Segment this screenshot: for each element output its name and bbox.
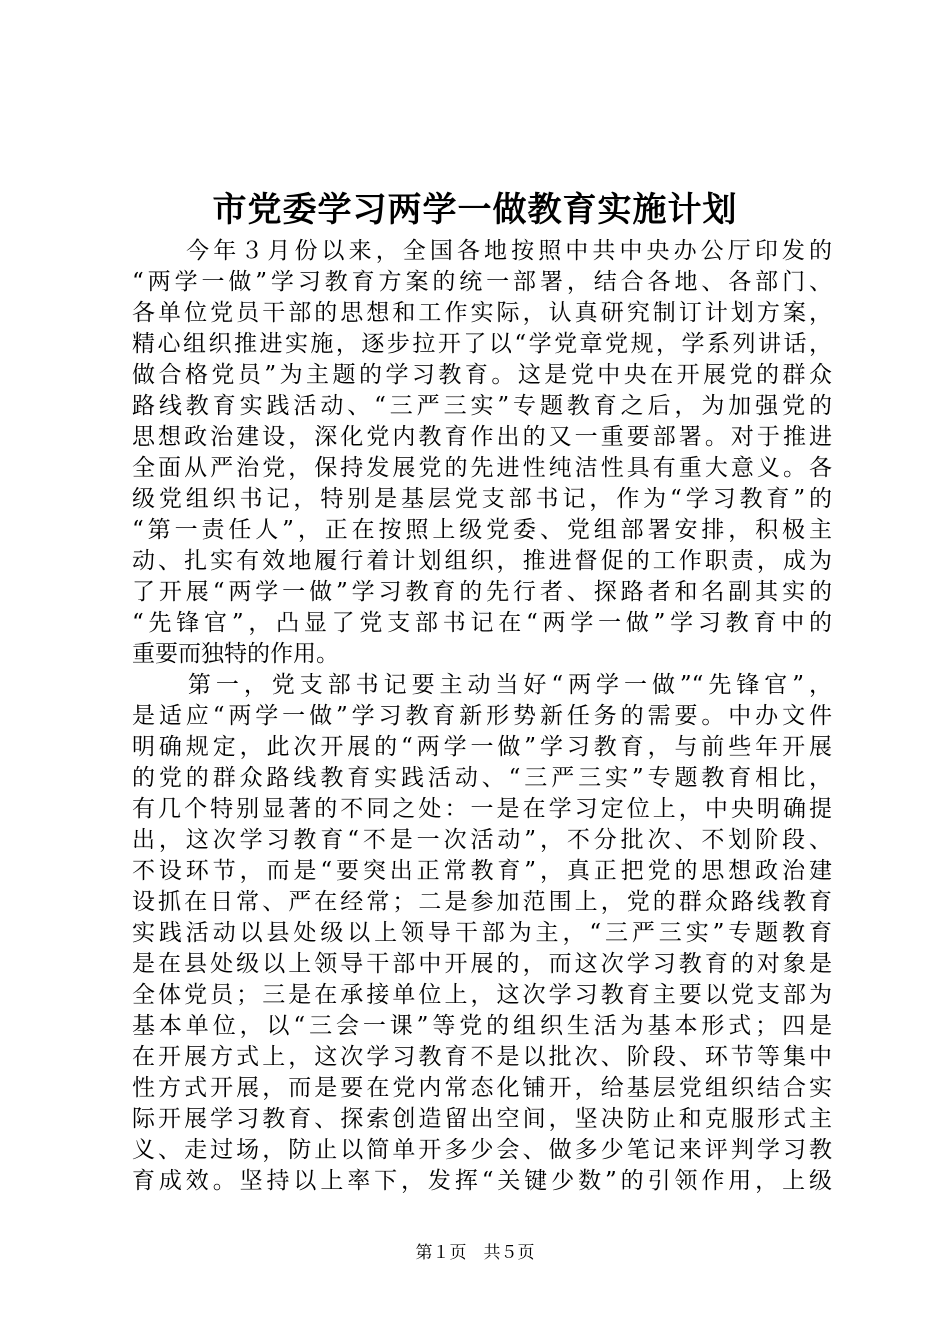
body-line: 基本单位，以“三会一课”等党的组织生活为基本形式；四是 xyxy=(132,1013,832,1039)
body-line: 实践活动以县处级以上领导干部为主，“三严三实”专题教育 xyxy=(132,920,832,946)
body-line: “第一责任人”，正在按照上级党委、党组部署安排，积极主 xyxy=(132,517,832,543)
body-line: 是适应“两学一做”学习教育新形势新任务的需要。中办文件 xyxy=(132,703,832,729)
body-line: 各单位党员干部的思想和工作实际，认真研究制订计划方案， xyxy=(132,300,832,326)
document-body xyxy=(132,236,832,1197)
body-line: 设抓在日常、严在经常；二是参加范围上，党的群众路线教育 xyxy=(132,889,832,915)
body-line: 是在县处级以上领导干部中开展的，而这次学习教育的对象是 xyxy=(132,951,832,977)
body-line: “两学一做”学习教育方案的统一部署，结合各地、各部门、 xyxy=(132,269,832,295)
document-title: 市党委学习两学一做教育实施计划 xyxy=(212,190,738,230)
body-line: 的党的群众路线教育实践活动、“三严三实”专题教育相比， xyxy=(132,765,832,791)
body-line: 不设环节，而是“要突出正常教育”，真正把党的思想政治建 xyxy=(132,858,832,884)
body-line: 际开展学习教育、探索创造留出空间，坚决防止和克服形式主 xyxy=(132,1106,832,1132)
body-line: 在开展方式上，这次学习教育不是以批次、阶段、环节等集中 xyxy=(132,1044,832,1070)
body-line: 动、扎实有效地履行着计划组织，推进督促的工作职责，成为 xyxy=(132,548,832,574)
body-line: 全面从严治党，保持发展党的先进性纯洁性具有重大意义。各 xyxy=(132,455,832,481)
body-line: 第一，党支部书记要主动当好“两学一做”“先锋官”， xyxy=(132,672,832,698)
body-line: 全体党员；三是在承接单位上，这次学习教育主要以党支部为 xyxy=(132,982,832,1008)
body-line: 了开展“两学一做”学习教育的先行者、探路者和名副其实的 xyxy=(132,579,832,605)
page-footer: 第１页 共５页 xyxy=(415,1243,535,1263)
body-line: 出，这次学习教育“不是一次活动”，不分批次、不划阶段、 xyxy=(132,827,832,853)
body-line: 精心组织推进实施，逐步拉开了以“学党章党规，学系列讲话， xyxy=(132,331,832,357)
body-line: “先锋官”，凸显了党支部书记在“两学一做”学习教育中的 xyxy=(132,610,832,636)
body-line: 性方式开展，而是要在党内常态化铺开，给基层党组织结合实 xyxy=(132,1075,832,1101)
body-line: 义、走过场，防止以简单开多少会、做多少笔记来评判学习教 xyxy=(132,1137,832,1163)
body-line: 重要而独特的作用。 xyxy=(132,641,339,667)
body-line: 级党组织书记，特别是基层党支部书记，作为“学习教育”的 xyxy=(132,486,832,512)
body-line: 明确规定，此次开展的“两学一做”学习教育，与前些年开展 xyxy=(132,734,832,760)
body-line: 今年３月份以来，全国各地按照中共中央办公厅印发的 xyxy=(132,238,832,264)
body-line: 有几个特别显著的不同之处：一是在学习定位上，中央明确提 xyxy=(132,796,832,822)
body-line: 育成效。坚持以上率下，发挥“关键少数”的引领作用，上级 xyxy=(132,1168,832,1194)
body-line: 路线教育实践活动、“三严三实”专题教育之后，为加强党的 xyxy=(132,393,832,419)
body-line: 思想政治建设，深化党内教育作出的又一重要部署。对于推进 xyxy=(132,424,832,450)
body-line: 做合格党员”为主题的学习教育。这是党中央在开展党的群众 xyxy=(132,362,832,388)
